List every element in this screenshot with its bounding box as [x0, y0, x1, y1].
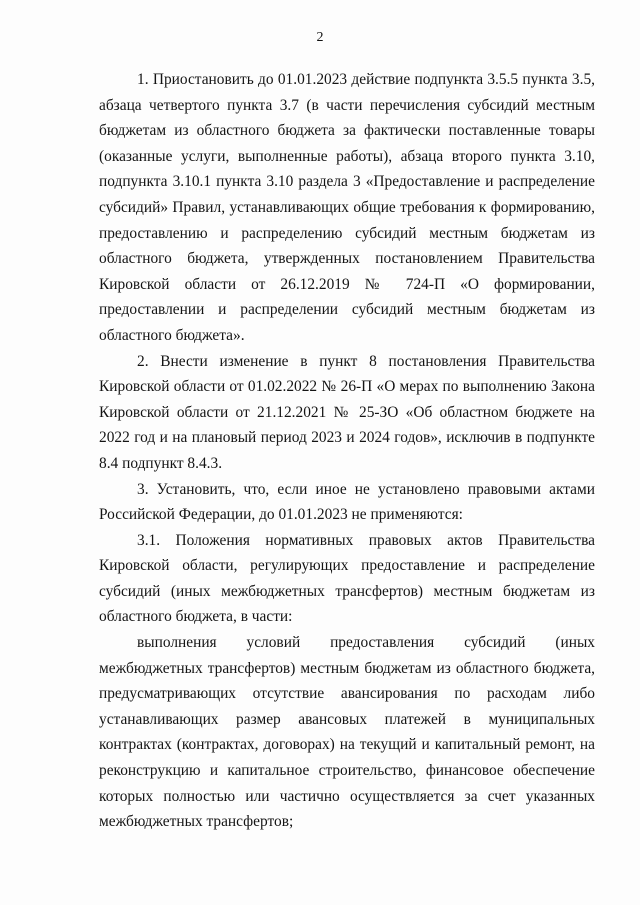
paragraph-3-1-item: выполнения условий предоставления субсидий (иных межбюджетных трансфертов) местным бюджетам из областного бюджета, предусматривающих отсутствие авансирования по расходам либо устанавливающих размер авансовых платежей в муниципальных контрактах (контрактах, договорах) на текущий и капитальный ремонт, на реконструкцию и капитальное строительство, финансовое обеспечение которых полностью или частично осуществляется за счет указанных межбюджетных трансфертов; [99, 634, 595, 831]
paragraph-2: 2. Внести изменение в пункт 8 постановления Правительства Кировской области от 01.02.2022 № 26-П «О мерах по выполнению Закона Кировской области от 21.12.2021 № 25-ЗО «Об областном бюджете на 2022 год и на плановый период 2023 и 2024 годов», исключив в подпункте 8.4 подпункт 8.4.3. [99, 352, 595, 472]
page-number: 2 [316, 30, 324, 45]
paragraph-3: 3. Установить, что, если иное не установлено правовыми актами Российской Федерации, до 01.01.2023 не применяются: [99, 480, 595, 524]
paragraph-1: 1. Приостановить до 01.01.2023 действие подпункта 3.5.5 пункта 3.5, абзаца четвертого пункта 3.7 (в части перечисления субсидий местным бюджетам из областного бюджета за фактически поставленные товары (оказанные услуги, выполненные работы), абзаца второго пункта 3.10, подпункта 3.10.1 пункта 3.10 раздела 3 «Предоставление и распределение субсидий» Правил, устанавливающих общие требования к формированию, предоставлению и распределению субсидий местным бюджетам из областного бюджета, утвержденных постановлением Правительства Кировской области от 26.12.2019 № 724-П «О формировании, предоставлении и распределении субсидий местным бюджетам из областного бюджета». [99, 71, 595, 344]
document-body [99, 67, 595, 835]
paragraph-3-1: 3.1. Положения нормативных правовых актов Правительства Кировской области, регулирующих предоставление и распределение субсидий (иных межбюджетных трансфертов) местным бюджетам из областного бюджета, в части: [99, 531, 595, 626]
